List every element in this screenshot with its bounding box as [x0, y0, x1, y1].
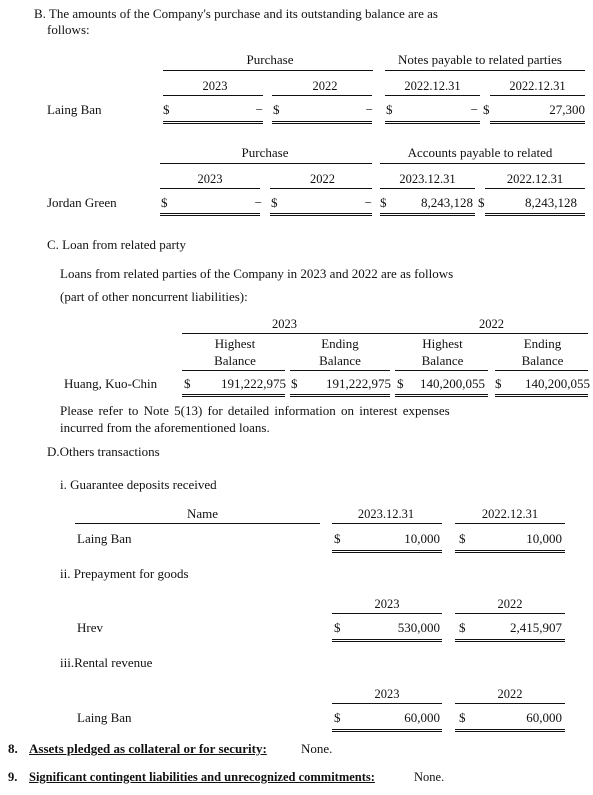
t1-col-2023: 2023	[202, 79, 228, 93]
currency-symbol: $	[334, 710, 341, 725]
currency-symbol: $	[291, 376, 298, 391]
prepayment-heading: ii. Prepayment for goods	[60, 566, 189, 581]
currency-symbol: $	[386, 102, 393, 117]
t1-col-2022: 2022	[312, 79, 338, 93]
notes-payable-header: Notes payable to related parties	[398, 52, 562, 67]
t2-col-2023: 2023	[197, 172, 223, 186]
loan-note-2: incurred from the aforementioned loans.	[60, 420, 270, 435]
t1-col-20221231a: 2022.12.31	[404, 79, 461, 93]
section-b-heading-cont: follows:	[47, 22, 90, 37]
currency-symbol: $	[334, 620, 341, 635]
t2-col-2022: 2022	[310, 172, 335, 186]
name-header: Name	[186, 506, 219, 521]
currency-symbol: $	[459, 710, 466, 725]
section-b-heading: B. The amounts of the Company's purchase and its outstanding balance are as	[34, 6, 438, 21]
loan-v3: 140,200,055	[420, 376, 485, 391]
item9-value: None.	[414, 770, 445, 784]
currency-symbol: $	[184, 376, 191, 391]
rr-v2: 60,000	[526, 710, 562, 725]
pp-v1: 530,000	[397, 620, 440, 635]
t1-v2: −	[365, 102, 373, 117]
h-balance-1: Balance	[214, 353, 256, 368]
item8-number: 8.	[8, 741, 18, 756]
h-ending-2: Ending	[523, 336, 562, 351]
item8-title: Assets pledged as collateral or for security:	[29, 741, 267, 756]
pp-v2: 2,415,907	[510, 620, 562, 635]
h-highest-2: Highest	[422, 336, 463, 351]
t2-col-20221231: 2022.12.31	[506, 172, 564, 186]
currency-symbol: $	[273, 102, 280, 117]
currency-symbol: $	[161, 195, 168, 210]
t2-row-label: Jordan Green	[47, 195, 117, 210]
t2-col-20231231: 2023.12.31	[399, 172, 456, 186]
section-c-para2: (part of other noncurrent liabilities):	[60, 289, 248, 304]
loan-row-label: Huang, Kuo-Chin	[64, 376, 158, 391]
loan-v1: 191,222,975	[221, 376, 286, 391]
h-highest-1: Highest	[214, 336, 256, 351]
pp-row-label: Hrev	[77, 620, 103, 635]
ap-header: Accounts payable to related	[407, 145, 553, 160]
item8-value: None.	[301, 741, 333, 756]
pp-col-2022: 2022	[497, 597, 523, 611]
pp-col-2023: 2023	[374, 597, 400, 611]
rr-col-2022: 2022	[497, 687, 523, 701]
currency-symbol: $	[380, 195, 387, 210]
currency-symbol: $	[334, 531, 341, 546]
currency-symbol: $	[459, 620, 466, 635]
loan-v2: 191,222,975	[326, 376, 391, 391]
t1-v1: −	[255, 102, 263, 117]
rr-col-2023: 2023	[374, 687, 400, 701]
guarantee-heading: i. Guarantee deposits received	[60, 477, 217, 492]
item9-title: Significant contingent liabilities and unrecognized commitments:	[29, 770, 375, 784]
t2-v2: −	[364, 195, 372, 210]
h-ending-1: Ending	[321, 336, 359, 351]
gd-row-label: Laing Ban	[77, 531, 132, 546]
rr-v1: 60,000	[404, 710, 440, 725]
section-c-para1: Loans from related parties of the Company in 2023 and 2022 are as follows	[60, 266, 454, 281]
loan-year-2023: 2023	[272, 317, 297, 331]
loan-year-2022: 2022	[479, 317, 504, 331]
item9-number: 9.	[8, 770, 18, 784]
currency-symbol: $	[495, 376, 502, 391]
t1-col-20221231b: 2022.12.31	[509, 79, 566, 93]
loan-v4: 140,200,055	[525, 376, 590, 391]
currency-symbol: $	[271, 195, 278, 210]
h-balance-2: Balance	[319, 353, 361, 368]
section-d-heading: D.Others transactions	[47, 444, 160, 459]
gd-v2: 10,000	[526, 531, 562, 546]
gd-col-20221231: 2022.12.31	[481, 507, 539, 521]
section-c-heading: C. Loan from related party	[47, 237, 186, 252]
gd-v1: 10,000	[404, 531, 440, 546]
t2-v1: −	[254, 195, 262, 210]
currency-symbol: $	[459, 531, 466, 546]
t1-v4: 27,300	[549, 102, 585, 117]
t1-row-label: Laing Ban	[47, 102, 102, 117]
loan-note-1: Please refer to Note 5(13) for detailed information on interest expenses	[60, 403, 450, 418]
t2-v3: 8,243,128	[421, 195, 473, 210]
currency-symbol: $	[478, 195, 485, 210]
purchase-header: Purchase	[246, 52, 294, 67]
rental-heading: iii.Rental revenue	[60, 655, 153, 670]
gd-col-20231231: 2023.12.31	[357, 507, 415, 521]
h-balance-4: Balance	[521, 353, 564, 368]
t1-v3: −	[470, 102, 478, 117]
currency-symbol: $	[397, 376, 404, 391]
currency-symbol: $	[163, 102, 170, 117]
currency-symbol: $	[483, 102, 490, 117]
purchase-header-2: Purchase	[241, 145, 289, 160]
h-balance-3: Balance	[421, 353, 464, 368]
t2-v4: 8,243,128	[525, 195, 577, 210]
rr-row-label: Laing Ban	[77, 710, 132, 725]
